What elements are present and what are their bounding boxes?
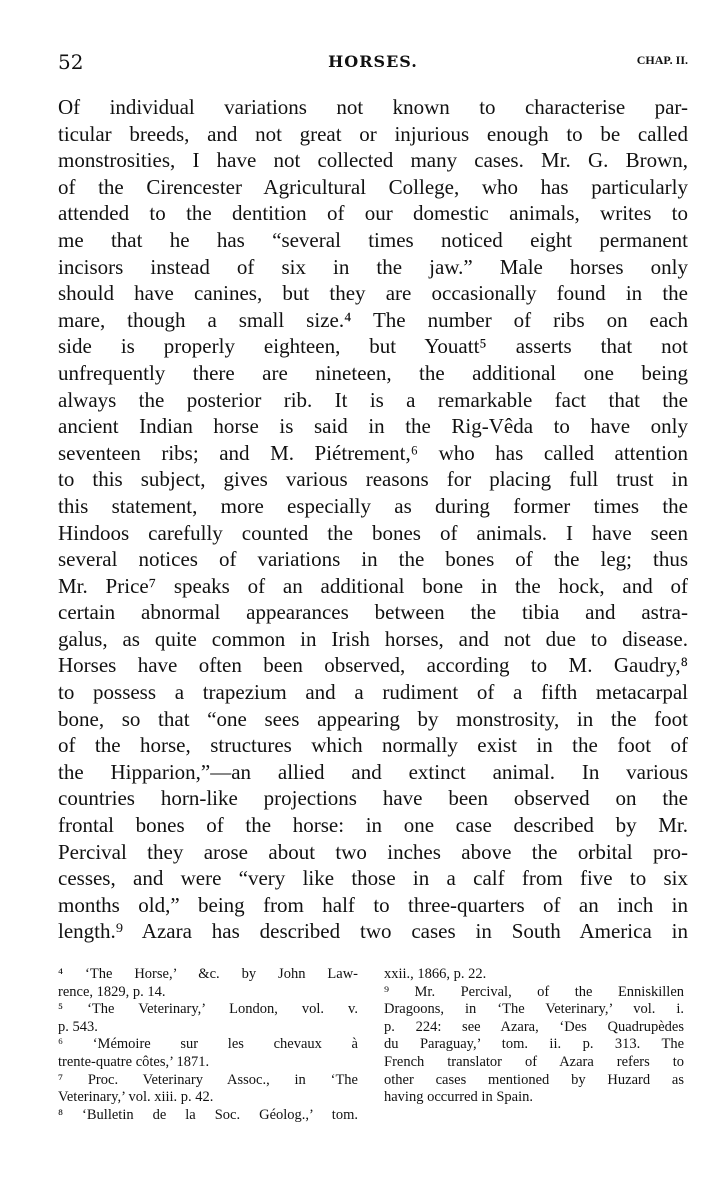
body-line: this statement, more especially as during former times the: [58, 493, 688, 518]
body-line: Percival they arose about two inches above the orbital pro-: [58, 839, 688, 864]
footnote-line: having occurred in Spain.: [384, 1089, 533, 1106]
body-line: certain abnormal appearances between the tibia and astra-: [58, 600, 688, 625]
body-line: Horses have often been observed, according to M. Gaudry,⁸: [58, 653, 688, 678]
page-header: [58, 50, 688, 80]
body-line: seventeen ribs; and M. Piétrement,⁶ who has called attention: [58, 440, 688, 465]
body-line: cesses, and were “very like those in a calf from five to six: [58, 866, 688, 891]
chapter-label: CHAP. II.: [636, 53, 688, 67]
body-text: [58, 94, 688, 945]
body-line: several notices of variations in the bones of the leg; thus: [58, 547, 688, 572]
body-line: of the horse, structures which normally exist in the foot of: [58, 733, 688, 758]
footnote-line: Dragoons, in ‘The Veterinary,’ vol. i.: [384, 1001, 684, 1018]
body-line: the Hipparion,”—an allied and extinct animal. In various: [58, 759, 688, 784]
body-line: Hindoos carefully counted the bones of animals. I have seen: [58, 520, 688, 545]
body-line: ancient Indian horse is said in the Rig-Vêda to have only: [58, 414, 688, 439]
body-line: bone, so that “one sees appearing by monstrosity, in the foot: [58, 706, 688, 731]
footnotes-left-column: [58, 966, 358, 1124]
footnote-line: du Paraguay,’ tom. ii. p. 313. The: [384, 1036, 684, 1053]
body-line: ticular breeds, and not great or injurious enough to be called: [58, 121, 688, 146]
footnote-line: rence, 1829, p. 14.: [58, 983, 166, 1000]
body-line: Of individual variations not known to characterise par-: [58, 95, 688, 119]
footnote-line: other cases mentioned by Huzard as: [384, 1071, 684, 1088]
body-line: attended to the dentition of our domestic animals, writes to: [58, 201, 688, 226]
footnote-line: Veterinary,’ vol. xiii. p. 42.: [58, 1089, 214, 1106]
body-line: galus, as quite common in Irish horses, and not due to disease.: [58, 626, 688, 651]
body-line: countries horn-like projections have been observed on the: [58, 786, 688, 811]
footnote-line: xxii., 1866, p. 22.: [384, 966, 487, 982]
footnote-line: p. 224: see Azara, ‘Des Quadrupèdes: [384, 1018, 684, 1035]
body-line: Mr. Price⁷ speaks of an additional bone in the hock, and of: [58, 573, 688, 598]
footnote-line: ⁷ Proc. Veterinary Assoc., in ‘The: [58, 1071, 358, 1088]
footnotes-right-column: [384, 966, 684, 1107]
footnote-line: ⁸ ‘Bulletin de la Soc. Géolog.,’ tom.: [58, 1106, 358, 1123]
footnote-line: French translator of Azara refers to: [384, 1053, 684, 1070]
body-line: of the Cirencester Agricultural College, who has particularly: [58, 174, 688, 199]
running-title: HORSES.: [328, 52, 418, 71]
footnote-line: ⁶ ‘Mémoire sur les chevaux à: [58, 1036, 358, 1053]
body-line: monstrosities, I have not collected many cases. Mr. G. Brown,: [58, 148, 688, 173]
body-line: me that he has “several times noticed eight permanent: [58, 227, 688, 252]
body-line: months old,” being from half to three-quarters of an inch in: [58, 892, 688, 917]
body-line: frontal bones of the horse: in one case described by Mr.: [58, 813, 688, 838]
footnote-line: ⁹ Mr. Percival, of the Enniskillen: [384, 983, 684, 1000]
body-line: length.⁹ Azara has described two cases in South America in: [58, 919, 688, 944]
body-line: mare, though a small size.⁴ The number of ribs on each: [58, 307, 688, 332]
body-line: always the posterior rib. It is a remarkable fact that the: [58, 387, 688, 412]
footnote-line: ⁴ ‘The Horse,’ &c. by John Law-: [58, 966, 358, 982]
body-line: should have canines, but they are occasionally found in the: [58, 281, 688, 306]
body-line: unfrequently there are nineteen, the additional one being: [58, 360, 688, 385]
body-line: to this subject, gives various reasons for placing full trust in: [58, 467, 688, 492]
footnote-line: trente-quatre côtes,’ 1871.: [58, 1053, 210, 1070]
body-line: to possess a trapezium and a rudiment of a fifth metacarpal: [58, 680, 688, 705]
footnote-line: ⁵ ‘The Veterinary,’ London, vol. v.: [58, 1001, 358, 1018]
body-line: incisors instead of six in the jaw.” Male horses only: [58, 254, 688, 279]
page-number: 52: [58, 50, 84, 74]
body-line: side is properly eighteen, but Youatt⁵ asserts that not: [58, 334, 688, 359]
footnote-line: p. 543.: [58, 1018, 98, 1035]
